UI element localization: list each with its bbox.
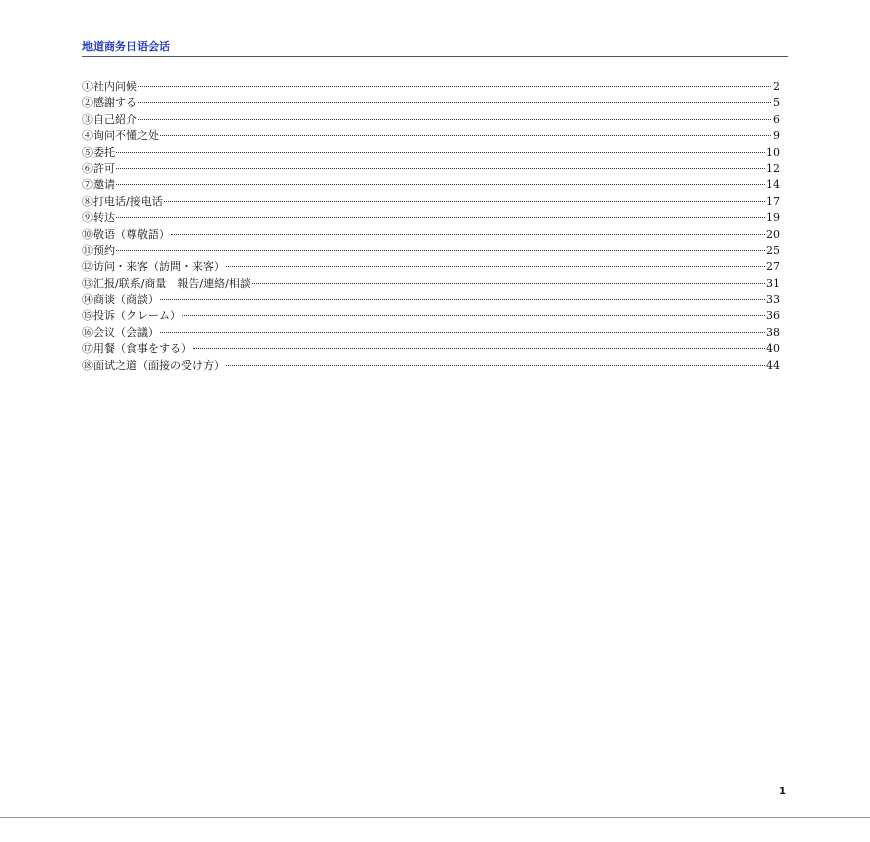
- toc-entry[interactable]: [82, 161, 780, 177]
- toc-dot-leader: [138, 102, 771, 103]
- toc-entry[interactable]: [82, 194, 780, 210]
- toc-dot-leader: [116, 168, 765, 169]
- toc-entry[interactable]: [82, 227, 780, 243]
- toc-dot-leader: [116, 250, 765, 251]
- toc-entry-title: ⑧打电话/接电话: [82, 194, 163, 208]
- toc-entry-page: 31: [766, 276, 780, 290]
- toc-entry-page: 10: [766, 145, 780, 159]
- toc-entry-title: ⑬汇报/联系/商量 報告/連絡/相談: [82, 276, 251, 290]
- page-header: [82, 40, 788, 57]
- document-title: 地道商务日语会话: [82, 40, 170, 53]
- toc-dot-leader: [160, 332, 765, 333]
- toc-entry-page: 27: [766, 260, 780, 274]
- toc-entry[interactable]: [82, 112, 780, 128]
- toc-entry-title: ⑭商谈（商談）: [82, 293, 159, 307]
- toc-entry-page: 2: [773, 80, 780, 93]
- toc-entry[interactable]: [82, 358, 780, 374]
- toc-entry-page: 19: [766, 211, 780, 225]
- toc-entry-title: ⑩敬语（尊敬語）: [82, 227, 170, 241]
- toc-dot-leader: [160, 299, 765, 300]
- toc-entry[interactable]: [82, 243, 780, 259]
- toc-entry[interactable]: [82, 325, 780, 341]
- toc-entry-title: ③自己紹介: [82, 112, 137, 126]
- toc-entry[interactable]: [82, 276, 780, 292]
- toc-entry-title: ④询问不懂之处: [82, 129, 159, 143]
- toc-entry-page: 40: [766, 342, 780, 356]
- toc-entry[interactable]: [82, 259, 780, 275]
- footer-divider: [0, 817, 870, 818]
- toc-entry-title: ②感謝する: [82, 96, 137, 110]
- toc-entry-title: ⑱面试之道（面接の受け方）: [82, 358, 225, 372]
- toc-dot-leader: [160, 135, 771, 136]
- toc-entry-title: ⑮投诉（クレーム）: [82, 309, 181, 323]
- toc-entry[interactable]: [82, 145, 780, 161]
- toc-entry[interactable]: [82, 210, 780, 226]
- toc-dot-leader: [138, 119, 771, 120]
- toc-entry[interactable]: [82, 128, 780, 144]
- toc-dot-leader: [138, 86, 771, 87]
- toc-dot-leader: [116, 184, 765, 185]
- toc-dot-leader: [116, 217, 765, 218]
- toc-entry-page: 33: [766, 293, 780, 307]
- toc-entry[interactable]: [82, 177, 780, 193]
- toc-entry-page: 5: [773, 96, 780, 110]
- toc-dot-leader: [226, 266, 765, 267]
- toc-entry-page: 9: [773, 129, 780, 143]
- toc-entry[interactable]: [82, 95, 780, 111]
- toc-entry-page: 6: [773, 112, 780, 126]
- toc-entry-title: ⑪预约: [82, 243, 115, 257]
- toc-entry[interactable]: [82, 341, 780, 357]
- toc-entry-page: 14: [766, 178, 780, 192]
- toc-dot-leader: [164, 201, 765, 202]
- toc-entry-page: 17: [766, 194, 780, 208]
- toc-entry-title: ①社内问候: [82, 80, 137, 93]
- toc-entry[interactable]: [82, 79, 780, 95]
- toc-dot-leader: [193, 348, 765, 349]
- toc-dot-leader: [182, 315, 765, 316]
- toc-entry-title: ⑫访问・来客（訪問・来客）: [82, 260, 225, 274]
- toc-entry-title: ⑰用餐（食事をする）: [82, 342, 192, 356]
- table-of-contents: [82, 79, 780, 374]
- page-number: 1: [779, 786, 786, 797]
- toc-dot-leader: [226, 365, 765, 366]
- toc-entry-title: ⑯会议（会議）: [82, 325, 159, 339]
- toc-entry[interactable]: [82, 308, 780, 324]
- toc-entry-title: ⑦邀请: [82, 178, 115, 192]
- toc-entry-page: 12: [766, 161, 780, 175]
- toc-entry-page: 38: [766, 325, 780, 339]
- toc-entry-title: ⑥許可: [82, 161, 115, 175]
- toc-entry[interactable]: [82, 292, 780, 308]
- toc-entry-page: 20: [766, 227, 780, 241]
- toc-entry-page: 44: [766, 358, 780, 372]
- toc-entry-title: ⑤委托: [82, 145, 115, 159]
- toc-entry-title: ⑨转达: [82, 211, 115, 225]
- toc-entry-page: 36: [766, 309, 780, 323]
- toc-dot-leader: [116, 152, 765, 153]
- toc-dot-leader: [171, 234, 765, 235]
- toc-entry-page: 25: [766, 243, 780, 257]
- toc-dot-leader: [252, 283, 765, 284]
